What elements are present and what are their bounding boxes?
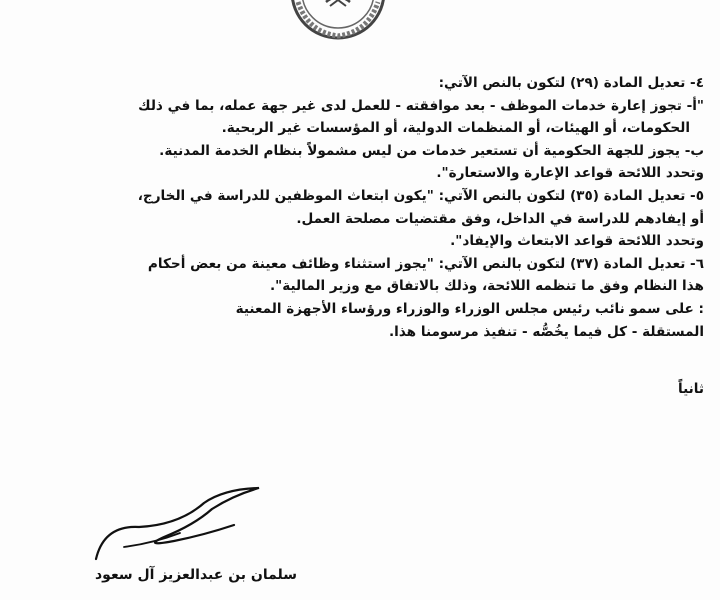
- article-6-line-1: ٦- تعديل المادة (٣٧) لتكون بالنص الآتي: "يجوز استثناء وظائف معينة من بعض أحكام: [147, 255, 704, 272]
- signer-name: سلمان بن عبدالعزيز آل سعود: [95, 567, 298, 583]
- article-4-heading: ٤- تعديل المادة (٢٩) لتكون بالنص الآتي:: [438, 75, 704, 91]
- article-4-closing: وتحدد اللائحة قواعد الإعارة والاستعارة".: [436, 165, 704, 182]
- article-4-clause-b: ب- يجوز للجهة الحكومية أن تستعير خدمات من ليس مشمولاً بنظام الخدمة المدنية.: [159, 142, 704, 159]
- second-label: ثانياً: [678, 381, 704, 397]
- royal-seal: [248, 0, 428, 42]
- article-5-line-2: أو إيفادهم للدراسة في الداخل، وفق مقتضيات مصلحة العمل.: [296, 210, 704, 227]
- royal-signature: [84, 485, 284, 565]
- article-5-closing: وتحدد اللائحة قواعد الابتعاث والإيفاد".: [450, 233, 704, 250]
- decree-body: [20, 72, 704, 397]
- article-4-clause-a-line-1: "أ- تجوز إعارة خدمات الموظف - بعد موافقته - للعمل لدى غير جهة عمله، بما في ذلك: [138, 97, 704, 114]
- article-4-clause-a-line-2: الحكومات، أو الهيئات، أو المنظمات الدولية، أو المؤسسات غير الربحية.: [221, 120, 690, 137]
- article-5-line-1: ٥- تعديل المادة (٣٥) لتكون بالنص الآتي: "يكون ابتعاث الموظفين للدراسة في الخارج،: [137, 187, 704, 204]
- article-6-line-2: هذا النظام وفق ما تنظمه اللائحة، وذلك بالاتفاق مع وزير المالية".: [270, 278, 704, 295]
- second-line-2: المستقلة - كل فيما يخُصُّه - تنفيذ مرسومنا هذا.: [389, 323, 704, 340]
- second-line-1: : على سمو نائب رئيس مجلس الوزراء والوزراء ورؤساء الأجهزة المعنية: [235, 300, 704, 317]
